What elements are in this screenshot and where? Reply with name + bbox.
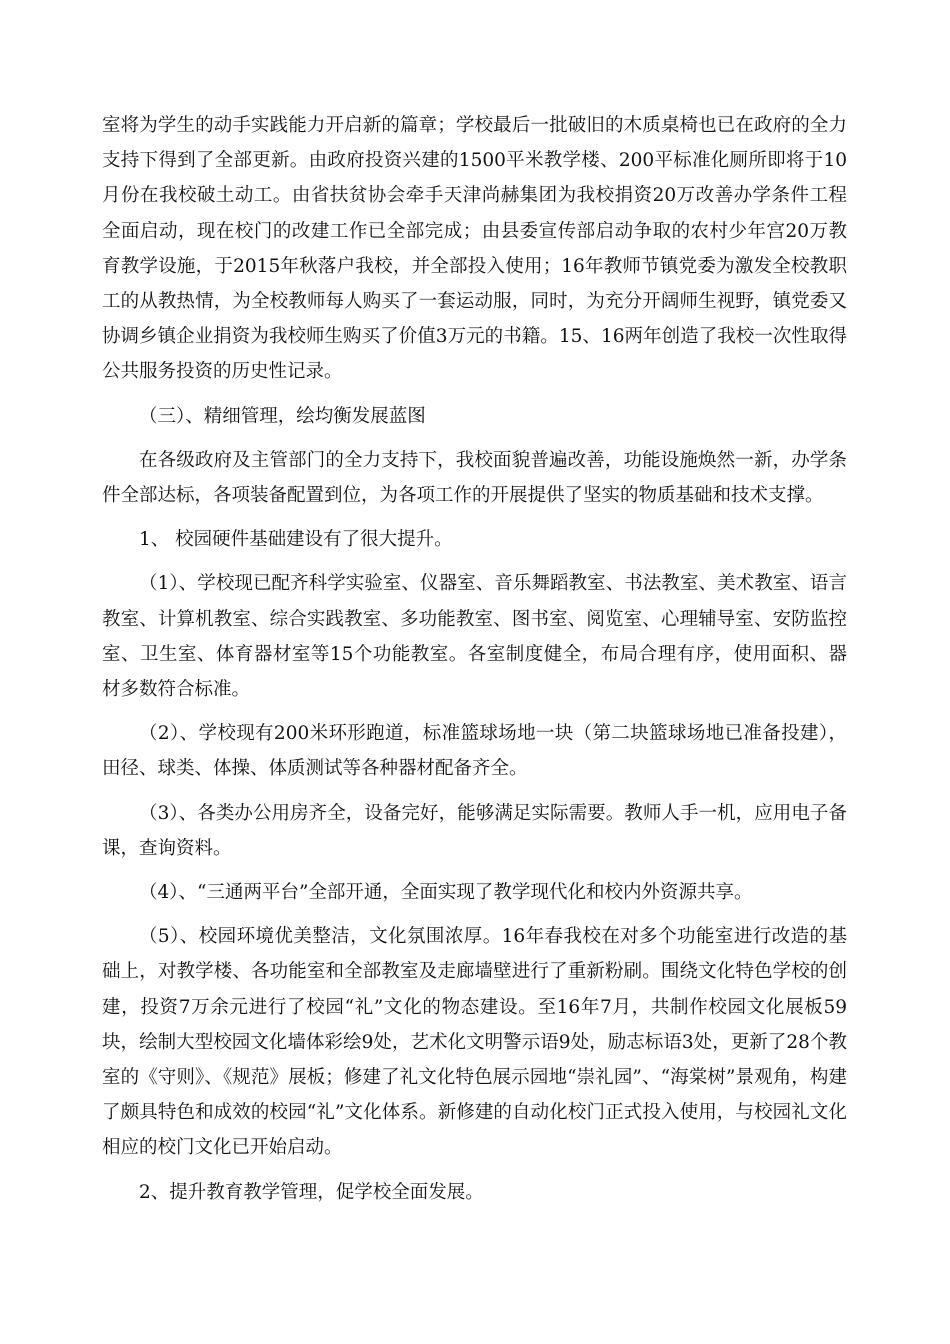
section-heading-3: （三）、精细管理，绘均衡发展蓝图 [139,405,426,427]
subheading-2: 2、提升教育教学管理，促学校全面发展。 [139,1181,484,1203]
list-item-4: （4）、“三通两平台”全部开通，全面实现了教学现代化和校内外资源共享。 [139,882,753,904]
paragraph-intro: 在各级政府及主管部门的全力支持下，我校面貌普遍改善，功能设施焕然一新，办学条件全部达标，各项装备配置到位，为各项工作的开展提供了坚实的物质基础和技术支撑。 [102,449,847,507]
list-item-2: （2）、学校现有200米环形跑道，标准篮球场地一块（第二块篮球场地已准备投建），田径、球类、体操、体质测试等各种器材配备齐全。 [102,723,847,780]
document-body [102,108,847,1219]
list-item-1: （1）、学校现已配齐科学实验室、仪器室、音乐舞蹈教室、书法教室、美术教室、语言教室、计算机教室、综合实践教室、多功能教室、图书室、阅览室、心理辅导室、安防监控室、卫生室、体育器材室等15个功能教室。各室制度健全，布局合理有序，使用面积、器材多数符合标准。 [102,573,847,701]
subheading-1: 1、 校园硬件基础建设有了很大提升。 [139,529,453,551]
list-item-5: （5）、校园环境优美整洁，文化氛围浓厚。16年春我校在对多个功能室进行改造的基础上，对教学楼、各功能室和全部教室及走廊墙壁进行了重新粉刷。围绕文化特色学校的创建，投资7万余元进行了校园“礼”文化的物态建设。至16年7月，共制作校园文化展板59块，绘制大型校园文化墙体彩绘9处，艺术化文明警示语9处，励志标语3处，更新了28个教室的《守则》、《规范》展板；修建了礼文化特色展示园地“崇礼园”、“海棠树”景观角，构建了颇具特色和成效的校园“礼”文化体系。新修建的自动化校门正式投入使用，与校园礼文化相应的校门文化已开始启动。 [102,926,847,1159]
list-item-3: （3）、各类办公用房齐全，设备完好，能够满足实际需要。教师人手一机，应用电子备课，查询资料。 [102,802,847,859]
paragraph-continuation: 室将为学生的动手实践能力开启新的篇章；学校最后一批破旧的木质桌椅也已在政府的全力支持下得到了全部更新。由政府投资兴建的1500平米教学楼、200平标准化厕所即将于10月份在我校破土动工。由省扶贫协会牵手天津尚赫集团为我校捐资20万改善办学条件工程全面启动，现在校门的改建工作已全部完成；由县委宣传部启动争取的农村少年宫20万教育教学设施，于2015年秋落户我校，并全部投入使用；16年教师节镇党委为激发全校教职工的从教热情，为全校教师每人购买了一套运动服，同时，为充分开阔师生视野，镇党委又协调乡镇企业捐资为我校师生购买了价值3万元的书籍。15、16两年创造了我校一次性取得公共服务投资的历史性记录。 [102,115,847,383]
